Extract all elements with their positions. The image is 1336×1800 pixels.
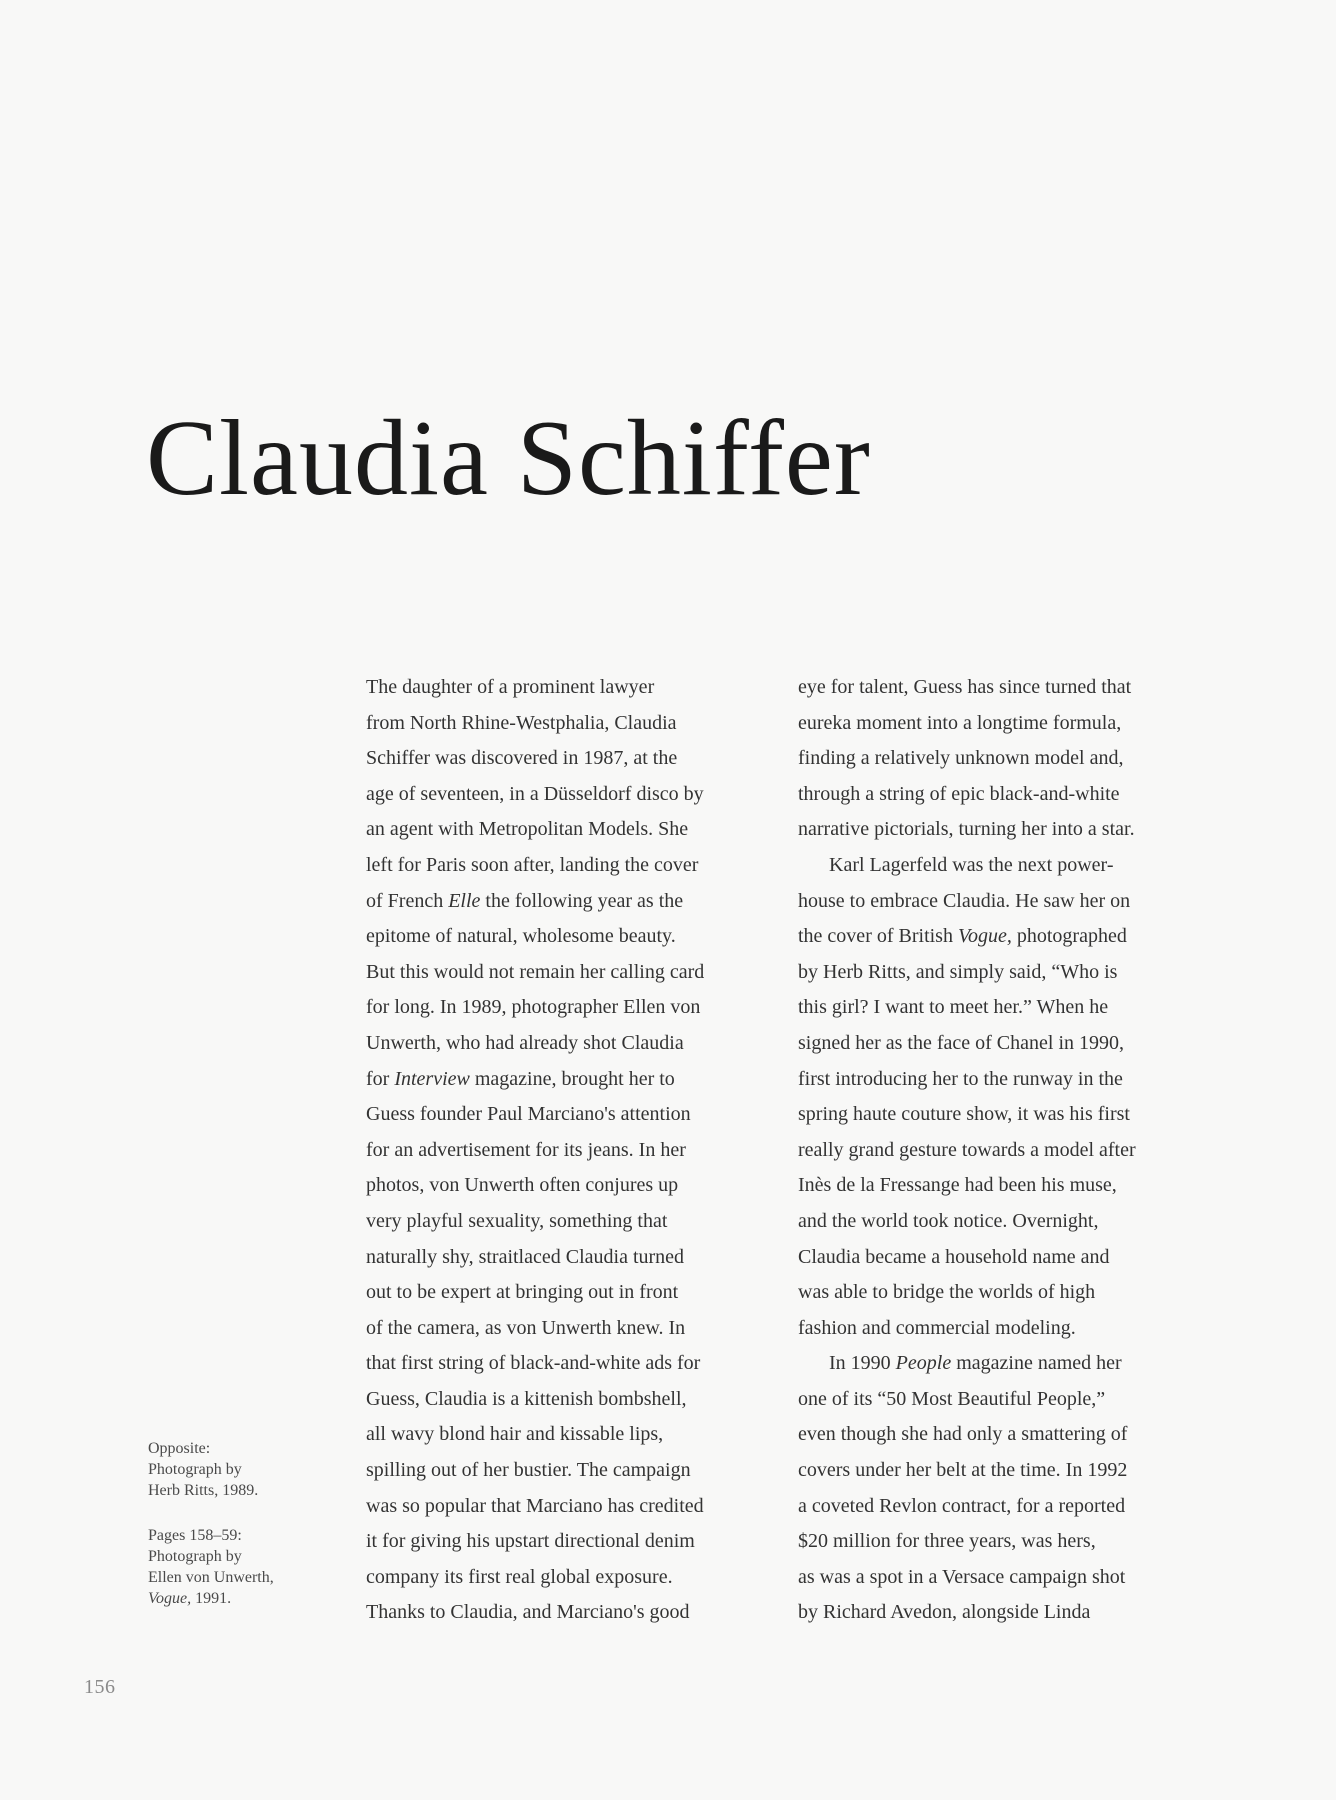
text-line: of the camera, as von Unwerth knew. In bbox=[366, 1316, 686, 1339]
text-line: an agent with Metropolitan Models. She bbox=[366, 818, 689, 841]
text-line: all wavy blond hair and kissable lips, bbox=[366, 1423, 664, 1446]
text-line: spring haute couture show, it was his first bbox=[798, 1103, 1130, 1126]
text-line: company its first real global exposure. bbox=[366, 1565, 673, 1588]
caption-line: Herb Ritts, 1989. bbox=[148, 1482, 259, 1499]
text-segment: for bbox=[366, 1067, 395, 1090]
text-line: Schiffer was discovered in 1987, at the bbox=[366, 747, 678, 770]
text-line: for long. In 1989, photographer Ellen von bbox=[366, 996, 701, 1019]
text-line: left for Paris soon after, landing the cover bbox=[366, 853, 699, 876]
text-line: that first string of black-and-white ads for bbox=[366, 1352, 701, 1375]
text-line: was able to bridge the worlds of high bbox=[798, 1281, 1096, 1304]
article-title: Claudia Schiffer bbox=[146, 399, 871, 518]
text-line: for an advertisement for its jeans. In her bbox=[366, 1138, 686, 1161]
text-line: a coveted Revlon contract, for a reported bbox=[798, 1494, 1126, 1517]
text-line: $20 million for three years, was hers, bbox=[798, 1530, 1096, 1553]
text-segment: In 1990 bbox=[829, 1352, 896, 1375]
caption-line bbox=[148, 1588, 338, 1609]
publication-title: People bbox=[895, 1352, 952, 1375]
text-line: as was a spot in a Versace campaign shot bbox=[798, 1565, 1126, 1588]
text-line: and the world took notice. Overnight, bbox=[798, 1209, 1099, 1232]
text-line: one of its “50 Most Beautiful People,” bbox=[798, 1387, 1106, 1410]
text-segment: magazine named her bbox=[951, 1352, 1122, 1375]
text-line: was so popular that Marciano has credited bbox=[366, 1494, 704, 1517]
publication-title: Interview bbox=[394, 1067, 470, 1090]
text-line: covers under her belt at the time. In 1992 bbox=[798, 1459, 1128, 1482]
text-line: finding a relatively unknown model and, bbox=[798, 747, 1124, 770]
photo-caption-opposite bbox=[148, 1438, 338, 1501]
paragraph-start-line: Karl Lagerfeld was the next power- bbox=[829, 853, 1114, 876]
body-column-right bbox=[798, 670, 1228, 1631]
text-segment: 1991. bbox=[191, 1590, 232, 1607]
text-line: it for giving his upstart directional denim bbox=[366, 1530, 695, 1553]
text-line: out to be expert at bringing out in front bbox=[366, 1281, 679, 1304]
text-line: fashion and commercial modeling. bbox=[798, 1316, 1076, 1339]
photo-caption-pages bbox=[148, 1525, 338, 1609]
text-line: narrative pictorials, turning her into a star. bbox=[798, 818, 1135, 841]
text-line: Guess, Claudia is a kittenish bombshell, bbox=[366, 1387, 687, 1410]
text-line: signed her as the face of Chanel in 1990, bbox=[798, 1031, 1125, 1054]
text-line: epitome of natural, wholesome beauty. bbox=[366, 925, 676, 948]
caption-line: Photograph by bbox=[148, 1548, 242, 1565]
text-line: by Richard Avedon, alongside Linda bbox=[798, 1601, 1091, 1624]
text-line: very playful sexuality, something that bbox=[366, 1209, 668, 1232]
caption-line: Pages 158–59: bbox=[148, 1527, 242, 1544]
text-line-with-italic bbox=[798, 919, 1228, 955]
text-line: naturally shy, straitlaced Claudia turned bbox=[366, 1245, 685, 1268]
text-line: eureka moment into a longtime formula, bbox=[798, 711, 1122, 734]
text-segment: of French bbox=[366, 889, 449, 912]
text-line: really grand gesture towards a model after bbox=[798, 1138, 1136, 1161]
text-line: Unwerth, who had already shot Claudia bbox=[366, 1031, 684, 1054]
text-line: The daughter of a prominent lawyer bbox=[366, 676, 655, 698]
text-line: Guess founder Paul Marciano's attention bbox=[366, 1103, 691, 1126]
publication-title: Elle bbox=[448, 889, 481, 912]
text-line: Inès de la Fressange had been his muse, bbox=[798, 1174, 1117, 1197]
publication-title: Vogue, bbox=[957, 925, 1012, 948]
text-segment: photographed bbox=[1011, 925, 1127, 948]
publication-title: Vogue, bbox=[148, 1590, 192, 1607]
text-line-with-italic bbox=[366, 1062, 796, 1098]
text-line: from North Rhine-Westphalia, Claudia bbox=[366, 711, 677, 734]
caption-line: Opposite: bbox=[148, 1440, 211, 1457]
text-segment: the cover of British bbox=[798, 925, 958, 948]
text-line: Thanks to Claudia, and Marciano's good bbox=[366, 1601, 690, 1624]
text-line-with-italic bbox=[798, 1346, 1228, 1382]
text-segment: the following year as the bbox=[480, 889, 684, 912]
text-line: house to embrace Claudia. He saw her on bbox=[798, 889, 1131, 912]
caption-line: Photograph by bbox=[148, 1461, 242, 1478]
text-line: first introducing her to the runway in the bbox=[798, 1067, 1123, 1090]
text-line: eye for talent, Guess has since turned that bbox=[798, 676, 1132, 698]
text-line: photos, von Unwerth often conjures up bbox=[366, 1174, 679, 1197]
page-number: 156 bbox=[84, 1676, 116, 1698]
caption-line: Ellen von Unwerth, bbox=[148, 1569, 274, 1586]
text-line: by Herb Ritts, and simply said, “Who is bbox=[798, 960, 1118, 983]
body-column-left bbox=[366, 670, 796, 1631]
text-line: age of seventeen, in a Düsseldorf disco by bbox=[366, 782, 704, 805]
text-line-with-italic bbox=[366, 884, 796, 920]
text-segment: magazine, brought her to bbox=[469, 1067, 675, 1090]
text-line: But this would not remain her calling card bbox=[366, 960, 705, 983]
text-line: even though she had only a smattering of bbox=[798, 1423, 1128, 1446]
text-line: through a string of epic black-and-white bbox=[798, 782, 1120, 805]
text-line: Claudia became a household name and bbox=[798, 1245, 1110, 1268]
text-line: this girl? I want to meet her.” When he bbox=[798, 996, 1109, 1019]
text-line: spilling out of her bustier. The campaign bbox=[366, 1459, 691, 1482]
